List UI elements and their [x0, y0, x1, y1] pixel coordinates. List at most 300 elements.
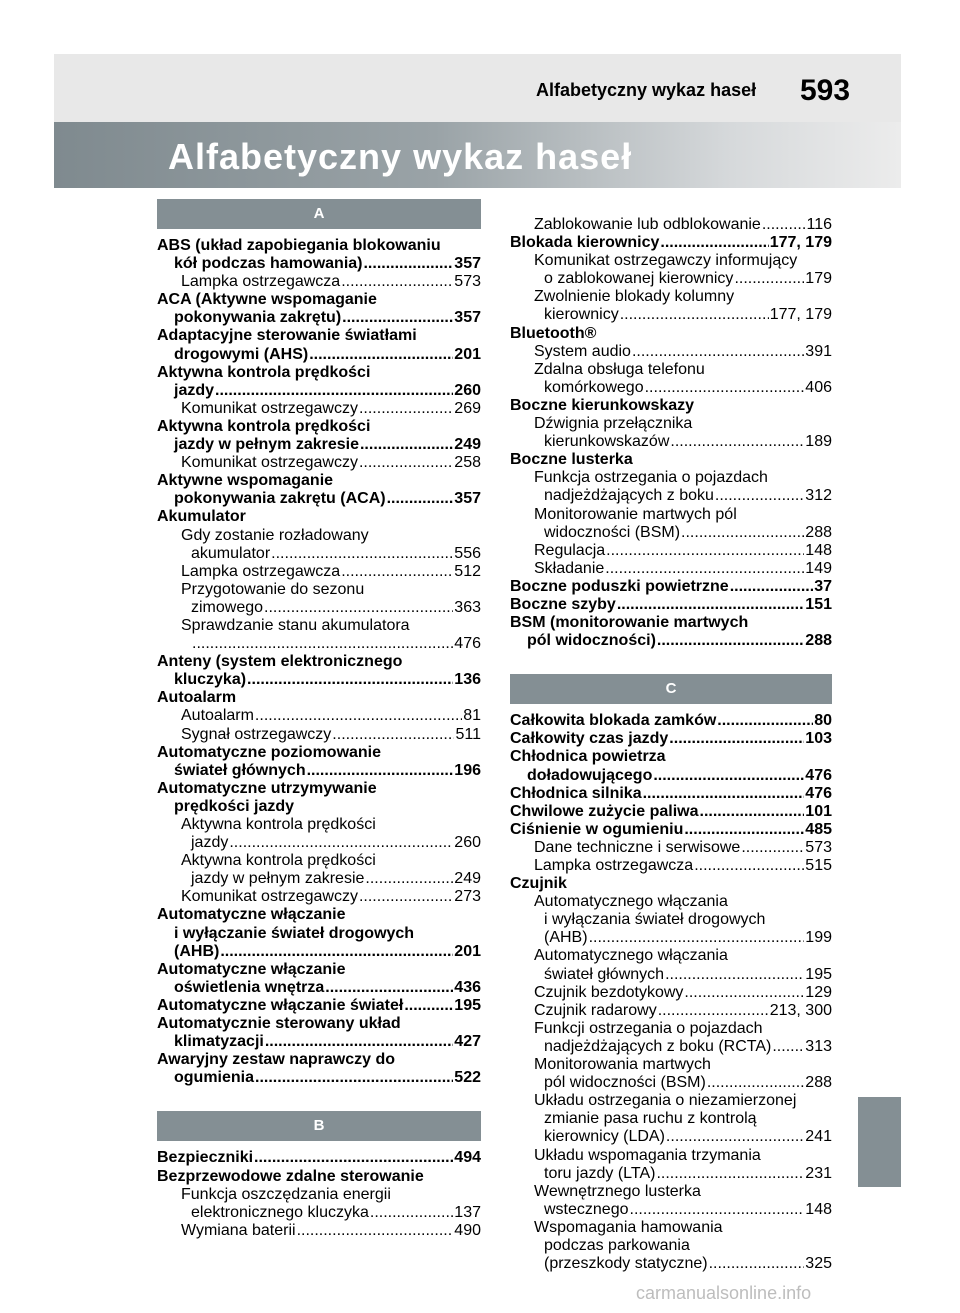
index-entry	[510, 487, 832, 505]
leader-dots	[387, 490, 454, 508]
index-entry-text: Automatyczne włączanie	[157, 906, 346, 924]
index-entry-page: 137	[454, 1203, 481, 1221]
index-entry-page: 357	[454, 255, 481, 273]
header-band	[54, 54, 901, 122]
index-entry	[510, 234, 832, 252]
leader-dots	[254, 1149, 453, 1167]
index-entry	[157, 291, 481, 309]
index-column-right	[510, 216, 832, 1273]
index-entry-text: pól widoczności)	[527, 632, 656, 650]
index-entry	[157, 780, 481, 798]
index-entry	[510, 560, 832, 578]
index-entry-page: 129	[805, 983, 832, 1001]
index-entry-text: Składanie	[534, 559, 605, 577]
index-entry-text: Funkcja oszczędzania energii	[181, 1185, 391, 1203]
index-entry-text: Monitorowania martwych	[534, 1056, 711, 1074]
leader-dots	[359, 888, 453, 906]
index-entry-text: kierownicy (LDA)	[544, 1128, 665, 1146]
index-entry-page: 260	[454, 381, 481, 399]
index-entry	[510, 1074, 832, 1092]
index-entry-page: 195	[805, 965, 832, 983]
index-entry	[157, 364, 481, 382]
index-entry	[157, 508, 481, 526]
watermark: carmanualsonline.info	[636, 1283, 812, 1303]
chapter-tab	[858, 1097, 901, 1187]
index-entry-text: Sygnał ostrzegawczy	[181, 725, 332, 743]
index-entry-text: Boczne kierunkowskazy	[510, 396, 695, 414]
index-entry-text: nadjeżdżających z boku	[544, 487, 714, 505]
index-entry-text: Awaryjny zestaw naprawczy do	[157, 1051, 396, 1069]
index-column-left	[157, 199, 481, 1240]
index-list-b	[157, 1149, 481, 1239]
leader-dots	[606, 542, 804, 560]
index-entry-text: Dźwignia przełącznika	[534, 415, 693, 433]
index-entry-page: 201	[454, 345, 481, 363]
index-entry-text: świateł głównych	[544, 965, 665, 983]
chapter-title: Alfabetyczny wykaz haseł	[168, 136, 633, 177]
leader-dots	[734, 270, 804, 288]
index-entry-text: Ciśnienie w ogumieniu	[510, 820, 684, 838]
leader-dots	[700, 803, 805, 821]
index-entry-page: 195	[454, 996, 481, 1014]
index-entry-text: Aktywna kontrola prędkości	[181, 852, 376, 870]
index-entry	[510, 1183, 832, 1201]
index-entry-text: Czujnik radarowy	[534, 1001, 657, 1019]
index-entry	[157, 762, 481, 780]
index-entry	[157, 1168, 481, 1186]
index-entry-text: Boczne poduszki powietrzne	[510, 577, 729, 595]
leader-dots	[666, 1128, 804, 1146]
index-entry-text: Funkcja ostrzegania o pojazdach	[534, 469, 768, 487]
leader-dots	[255, 707, 462, 725]
index-entry-text: (przeszkody statyczne)	[544, 1255, 708, 1273]
index-entry	[157, 436, 481, 454]
index-entry	[510, 1165, 832, 1183]
leader-dots	[370, 1204, 453, 1222]
index-entry-page: 177, 179	[769, 234, 832, 252]
index-entry	[510, 730, 832, 748]
leader-dots	[404, 997, 453, 1015]
index-entry-text: Adaptacyjne sterowanie światłami	[157, 327, 417, 345]
index-entry	[157, 400, 481, 418]
leader-dots	[620, 306, 769, 324]
index-entry-text: Całkowity czas jazdy	[510, 730, 669, 748]
leader-dots	[669, 730, 804, 748]
index-entry-text: (AHB)	[544, 929, 588, 947]
index-entry	[157, 816, 481, 834]
index-entry	[157, 563, 481, 581]
index-entry-text: Całkowita blokada zamków	[510, 712, 717, 730]
leader-dots	[605, 560, 804, 578]
index-entry	[157, 237, 481, 255]
index-entry-page: 179	[805, 270, 832, 288]
index-entry-page: 325	[805, 1255, 832, 1273]
leader-dots	[684, 821, 804, 839]
index-entry	[157, 726, 481, 744]
index-entry-text: Komunikat ostrzegawczy	[181, 399, 358, 417]
index-entry	[157, 834, 481, 852]
index-entry-text: Układu wspomagania trzymania	[534, 1146, 761, 1164]
index-entry-text: Aktywne wspomaganie	[157, 472, 334, 490]
index-entry-page: 201	[454, 942, 481, 960]
index-entry	[157, 545, 481, 563]
index-entry	[157, 852, 481, 870]
index-entry-text: ACA (Aktywne wspomaganie	[157, 291, 377, 309]
index-entry	[510, 343, 832, 361]
index-entry-text: Bezpieczniki	[157, 1149, 254, 1167]
index-entry	[510, 288, 832, 306]
index-entry-text: Lampka ostrzegawcza	[181, 273, 341, 291]
index-entry-page: 148	[805, 541, 832, 559]
index-entry-text: nadjeżdżających z boku (RCTA)	[544, 1037, 772, 1055]
index-entry-text: Anteny (system elektronicznego	[157, 653, 403, 671]
index-entry-page: 485	[805, 820, 832, 838]
index-entry	[510, 821, 832, 839]
index-entry	[157, 870, 481, 888]
index-entry-text: widoczności (BSM)	[544, 523, 681, 541]
index-entry	[510, 506, 832, 524]
index-entry	[510, 1002, 832, 1020]
index-entry-text: i wyłączanie świateł drogowych	[174, 924, 415, 942]
leader-dots	[589, 929, 805, 947]
index-entry	[510, 415, 832, 433]
index-entry-page: 494	[454, 1149, 481, 1167]
index-entry	[510, 614, 832, 632]
index-entry-text: Bluetooth®	[510, 324, 597, 342]
index-entry-page: 357	[454, 490, 481, 508]
leader-dots	[342, 309, 453, 327]
index-entry	[510, 767, 832, 785]
index-entry-text: Czujnik bezdotykowy	[534, 983, 684, 1001]
running-header-title: Alfabetyczny wykaz haseł	[536, 80, 757, 100]
index-entry-text: Wewnętrznego lusterka	[534, 1182, 701, 1200]
index-entry	[510, 325, 832, 343]
index-entry-text: Układu ostrzegania o niezamierzonej	[534, 1092, 797, 1110]
index-entry-text: kierownicy	[544, 306, 619, 324]
index-entry	[157, 1015, 481, 1033]
index-entry	[157, 906, 481, 924]
leader-dots	[359, 400, 453, 418]
index-entry-text: jazdy w pełnym zakresie	[174, 436, 359, 454]
index-entry-page: 136	[454, 671, 481, 689]
leader-dots	[617, 596, 804, 614]
index-entry	[157, 979, 481, 997]
index-entry-page: 288	[805, 1074, 832, 1092]
index-entry	[510, 306, 832, 324]
index-entry-text: Regulacja	[534, 541, 606, 559]
index-entry	[510, 379, 832, 397]
index-entry-text: Blokada kierownicy	[510, 234, 660, 252]
index-entry-text: drogowymi (AHS)	[174, 345, 309, 363]
index-entry-page: 151	[805, 595, 832, 613]
index-entry-page: 511	[455, 725, 481, 743]
index-entry-text: Automatyczne utrzymywanie	[157, 779, 377, 797]
leader-dots	[360, 436, 453, 454]
index-entry	[157, 1204, 481, 1222]
index-entry-text: Komunikat ostrzegawczy	[181, 888, 358, 906]
index-entry-text: Bezprzewodowe zdalne sterowanie	[157, 1167, 424, 1185]
index-entry-text: zmianie pasa ruchu z kontrolą	[544, 1110, 757, 1128]
index-entry-text: Automatyczne włączanie	[157, 960, 346, 978]
index-entry	[157, 490, 481, 508]
leader-dots	[717, 712, 813, 730]
index-entry	[510, 984, 832, 1002]
index-entry-page: 573	[454, 273, 481, 291]
index-entry-text: Dane techniczne i serwisowe	[534, 838, 741, 856]
index-entry	[157, 255, 481, 273]
leader-dots	[660, 234, 768, 252]
index-entry	[157, 617, 481, 635]
index-entry-text: Automatycznego włączania	[534, 947, 728, 965]
index-entry-page: 101	[805, 802, 832, 820]
index-entry-text: prędkości jazdy	[174, 797, 295, 815]
leader-dots	[772, 1038, 804, 1056]
index-entry	[157, 943, 481, 961]
leader-dots	[653, 767, 804, 785]
index-entry	[157, 527, 481, 545]
index-entry	[510, 542, 832, 560]
index-entry	[157, 744, 481, 762]
index-entry-page: 288	[805, 632, 832, 650]
index-entry-text: ogumienia	[174, 1069, 255, 1087]
index-entry-page: 556	[454, 544, 481, 562]
leader-dots	[762, 216, 806, 234]
leader-dots	[359, 454, 453, 472]
index-entry-page: 406	[805, 378, 832, 396]
index-entry	[510, 893, 832, 911]
index-entry	[510, 1237, 832, 1255]
index-entry	[510, 578, 832, 596]
index-entry	[510, 1255, 832, 1273]
index-entry-page: 231	[805, 1164, 832, 1182]
index-entry-text: pól widoczności (BSM)	[544, 1074, 706, 1092]
index-entry	[510, 216, 832, 234]
index-entry	[510, 966, 832, 984]
index-entry-text: Chłodnica silnika	[510, 784, 642, 802]
leader-dots	[694, 857, 804, 875]
index-entry-page: 213, 300	[769, 1001, 832, 1019]
leader-dots	[309, 346, 453, 364]
index-entry	[510, 785, 832, 803]
index-entry-text: kluczyka)	[174, 671, 247, 689]
index-entry-page: 512	[454, 562, 481, 580]
index-entry-page: 80	[814, 712, 832, 730]
index-entry-text: Wspomagania hamowania	[534, 1218, 723, 1236]
leader-dots	[656, 1165, 804, 1183]
index-entry-text: Gdy zostanie rozładowany	[181, 526, 369, 544]
index-entry-page: 196	[454, 761, 481, 779]
index-entry	[157, 1033, 481, 1051]
index-entry-page: 273	[454, 888, 481, 906]
leader-dots	[632, 343, 804, 361]
index-entry	[157, 653, 481, 671]
leader-dots	[365, 870, 453, 888]
index-entry	[510, 857, 832, 875]
index-entry	[510, 361, 832, 379]
index-entry-page: 357	[454, 309, 481, 327]
leader-dots	[297, 1222, 454, 1240]
index-entry	[510, 1201, 832, 1219]
index-entry	[510, 911, 832, 929]
index-entry-page: 476	[805, 766, 832, 784]
index-entry-page: 258	[454, 454, 481, 472]
leader-dots	[341, 273, 453, 291]
leader-dots	[630, 1201, 805, 1219]
index-entry-page: 177, 179	[769, 306, 832, 324]
index-entry-page: 522	[454, 1069, 481, 1087]
leader-dots	[271, 545, 453, 563]
leader-dots	[229, 834, 453, 852]
index-entry	[157, 418, 481, 436]
leader-dots	[341, 563, 453, 581]
index-entry-page: 427	[454, 1033, 481, 1051]
index-entry	[510, 875, 832, 893]
index-entry-text: Komunikat ostrzegawczy	[181, 454, 358, 472]
index-entry	[157, 309, 481, 327]
index-entry-page: 249	[454, 436, 481, 454]
index-entry-text: jazdy w pełnym zakresie	[191, 870, 365, 888]
index-entry-text: Czujnik	[510, 875, 567, 893]
index-entry	[157, 707, 481, 725]
index-entry-text: pokonywania zakrętu)	[174, 309, 342, 327]
index-entry-text: BSM (monitorowanie martwych	[510, 614, 749, 632]
index-entry	[157, 454, 481, 472]
index-entry-text: pokonywania zakrętu (ACA)	[174, 490, 386, 508]
index-entry	[157, 1149, 481, 1167]
index-entry-text: Sprawdzanie stanu akumulatora	[181, 616, 410, 634]
leader-dots	[684, 984, 804, 1002]
index-entry-text: elektronicznego kluczyka	[191, 1203, 369, 1221]
index-entry-text: doładowującego	[527, 766, 653, 784]
index-entry-text: klimatyzacji	[174, 1033, 264, 1051]
leader-dots	[658, 1002, 769, 1020]
index-entry	[157, 581, 481, 599]
index-entry-page: 116	[806, 216, 832, 233]
index-entry-page: 269	[454, 399, 481, 417]
leader-dots	[645, 379, 805, 397]
index-entry-page: 363	[454, 598, 481, 616]
index-entry-page: 149	[805, 559, 832, 577]
index-entry	[157, 888, 481, 906]
leader-dots	[325, 979, 453, 997]
leader-dots	[665, 966, 804, 984]
index-entry-page: 313	[805, 1037, 832, 1055]
index-entry-text: Wymiana baterii	[181, 1221, 296, 1239]
leader-dots	[363, 255, 453, 273]
index-entry	[510, 252, 832, 270]
leader-dots	[741, 839, 804, 857]
index-entry	[510, 748, 832, 766]
index-entry-text: jazdy	[174, 381, 215, 399]
index-entry	[157, 689, 481, 707]
index-entry-text: Zdalna obsługa telefonu	[534, 360, 705, 378]
leader-dots	[265, 1033, 453, 1051]
index-entry-page: 81	[463, 707, 481, 725]
index-entry-text: Komunikat ostrzegawczy informujący	[534, 252, 798, 270]
leader-dots	[220, 943, 453, 961]
index-entry-text: o zablokowanej kierownicy	[544, 270, 734, 288]
index-entry	[510, 451, 832, 469]
index-entry	[157, 1222, 481, 1240]
index-entry-page: 37	[814, 577, 832, 595]
index-entry-text: Lampka ostrzegawcza	[534, 857, 694, 874]
index-entry-text: podczas parkowania	[544, 1236, 690, 1254]
index-entry-text: Autoalarm	[157, 689, 237, 707]
index-entry-text: Aktywna kontrola prędkości	[181, 816, 376, 833]
leader-dots	[681, 524, 804, 542]
index-entry-text: Boczne lusterka	[510, 451, 633, 469]
index-entry	[157, 961, 481, 979]
index-entry	[510, 1038, 832, 1056]
index-entry	[510, 803, 832, 821]
index-entry-page: 515	[805, 857, 832, 874]
index-entry-text: i wyłączania świateł drogowych	[544, 911, 766, 929]
index-list-a	[157, 237, 481, 1087]
index-entry-page: 288	[805, 523, 832, 541]
index-entry-text: Automatyczne włączanie świateł	[157, 996, 404, 1014]
index-entry-text: zimowego	[191, 598, 264, 616]
index-entry-page: 260	[454, 834, 481, 852]
index-entry	[510, 947, 832, 965]
index-entry-text: Zwolnienie blokady kolumny	[534, 288, 735, 306]
index-list-b-cont	[510, 216, 832, 650]
index-entry	[157, 327, 481, 345]
index-entry-text: komórkowego	[544, 378, 644, 396]
index-entry-text: Funkcji ostrzegania o pojazdach	[534, 1019, 763, 1037]
index-entry-page: 436	[454, 978, 481, 996]
leader-dots	[707, 1074, 804, 1092]
index-entry	[157, 671, 481, 689]
index-entry-page: 573	[805, 838, 832, 856]
index-entry	[510, 1092, 832, 1110]
index-entry-text: kół podczas hamowania)	[174, 255, 363, 273]
index-entry-page: 476	[805, 784, 832, 802]
index-entry-text: ABS (układ zapobiegania blokowaniu	[157, 237, 441, 254]
index-entry	[157, 1069, 481, 1087]
index-entry-page: 199	[805, 929, 832, 947]
index-entry	[510, 596, 832, 614]
index-entry-text: Zablokowanie lub odblokowanie	[534, 216, 761, 233]
index-entry-page: 189	[805, 433, 832, 451]
index-entry-text: kierunkowskazów	[544, 433, 670, 451]
index-entry	[510, 1219, 832, 1237]
leader-dots	[332, 726, 454, 744]
index-entry-text: wstecznego	[544, 1200, 629, 1218]
index-entry-page: 148	[805, 1200, 832, 1218]
leader-dots	[215, 382, 453, 400]
section-header-c: C	[510, 674, 832, 704]
index-entry-text: Automatyczne poziomowanie	[157, 743, 382, 761]
index-entry-text: Autoalarm	[181, 707, 254, 725]
index-entry	[510, 1128, 832, 1146]
section-header-b: B	[157, 1111, 481, 1141]
index-entry	[157, 925, 481, 943]
leader-dots	[247, 671, 453, 689]
index-entry-page: 249	[454, 870, 481, 888]
index-entry	[157, 1051, 481, 1069]
leader-dots	[255, 1069, 453, 1087]
index-entry	[157, 472, 481, 490]
leader-dots	[307, 762, 454, 780]
index-entry-text: Przygotowanie do sezonu	[181, 580, 365, 598]
index-entry	[510, 632, 832, 650]
index-entry-text: Chłodnica powietrza	[510, 748, 666, 766]
index-entry	[157, 997, 481, 1015]
index-entry-page: 476	[454, 635, 481, 653]
index-entry-page: 490	[454, 1221, 481, 1239]
index-entry-text: Aktywna kontrola prędkości	[157, 417, 371, 435]
leader-dots	[670, 433, 804, 451]
